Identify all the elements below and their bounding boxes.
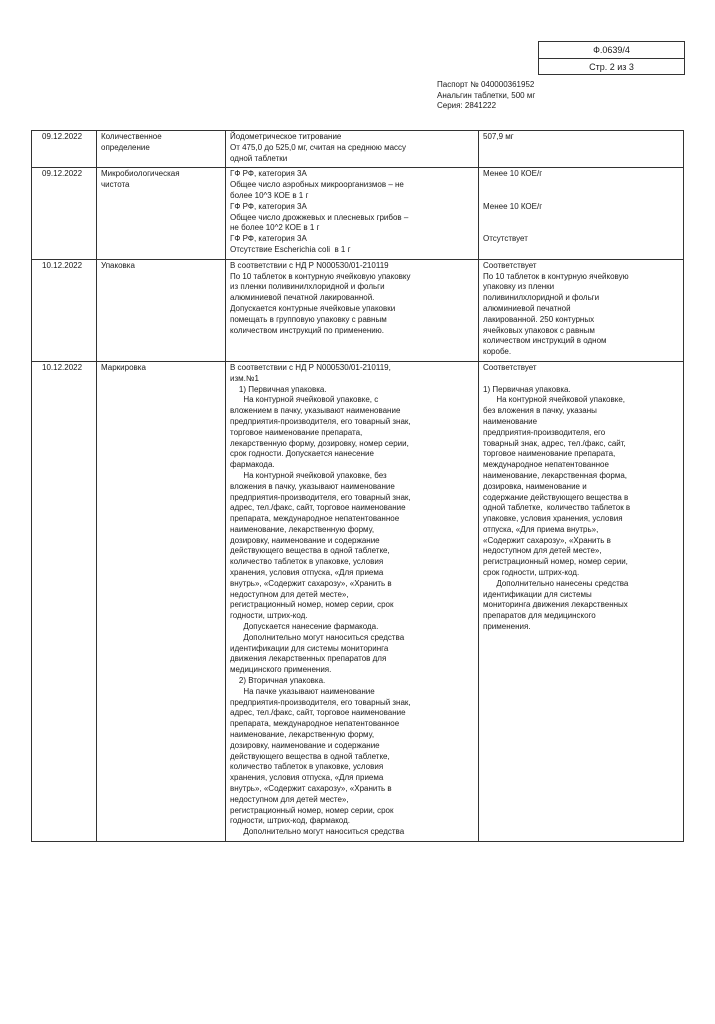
requirement-line: 2) Вторичная упаковка. (230, 676, 326, 686)
requirement-line: ГФ РФ, категория 3А (230, 169, 307, 179)
analysis-table (31, 130, 684, 842)
result-line (483, 213, 679, 224)
requirement-line: наименование, лекарственную форму, (230, 524, 375, 534)
requirement-line: Допускается нанесение фармакода. (230, 622, 379, 632)
requirement-cell (226, 168, 479, 259)
requirement-line: В соответствии с НД Р N000530/01-210119 (230, 260, 389, 270)
result-line: лакированной. 250 контурных (483, 314, 595, 324)
requirement-line: недоступном для детей месте», (230, 589, 349, 599)
result-line: Соответствует (483, 260, 537, 270)
date-cell (32, 361, 97, 841)
requirement-line: внутрь», «Содержит сахарозу», «Хранить в (230, 784, 392, 794)
result-line: По 10 таблеток в контурную ячейковую (483, 271, 629, 281)
table-row (32, 361, 684, 841)
test-cell (97, 361, 226, 841)
result-line: торговое наименование препарата, (483, 449, 616, 459)
date-cell (32, 259, 97, 361)
requirement-line: торговое наименование препарата, (230, 427, 363, 437)
result-line: Менее 10 КОЕ/г (483, 169, 543, 179)
requirement-line: фармакода. (230, 460, 275, 470)
result-line: наименование, лекарственная форма, (483, 470, 627, 480)
requirement-line: наименование, лекарственную форму, (230, 730, 375, 740)
product-name: Анальгин таблетки, 500 мг (437, 90, 536, 100)
result-cell (479, 361, 684, 841)
requirement-line: лекарственную форму, дозировку, номер серии, (230, 438, 409, 448)
requirement-line: количество таблеток в упаковке, условия (230, 762, 384, 772)
test-line: чистота (101, 180, 130, 190)
table-row (32, 131, 684, 168)
requirement-line: действующего вещества в одной таблетке, (230, 546, 390, 556)
result-line: Соответствует (483, 362, 537, 372)
result-cell (479, 168, 684, 259)
requirement-line: внутрь», «Содержит сахарозу», «Хранить в (230, 578, 392, 588)
result-line: ячейковых упаковок с равным (483, 325, 595, 335)
requirement-line: дозировку, наименование и содержание (230, 740, 380, 750)
result-line: наименование (483, 416, 538, 426)
result-line: применения. (483, 622, 531, 632)
passport-info (437, 80, 535, 112)
requirement-line: медицинского применения. (230, 665, 332, 675)
result-line: международное непатентованное (483, 460, 609, 470)
requirement-line: регистрационный номер, номер серии, срок (230, 600, 394, 610)
requirement-line: одной таблетки (230, 153, 288, 163)
requirement-line: 1) Первичная упаковка. (230, 384, 327, 394)
test-cell (97, 168, 226, 259)
requirement-line: более 10^3 КОЕ в 1 г (230, 190, 309, 200)
requirement-line: адрес, тел./факс, сайт, торговое наименование (230, 503, 406, 513)
requirement-line: Дополнительно могут наноситься средства (230, 632, 405, 642)
date-text: 09.12.2022 (42, 169, 83, 179)
result-line: На контурной ячейковой упаковке, (483, 395, 626, 405)
result-line: поливинилхлоридной и фольги (483, 293, 600, 303)
requirement-line: годности, штрих-код. (230, 611, 308, 621)
passport-number: Паспорт № 040000361952 (437, 80, 535, 89)
date-text: 09.12.2022 (42, 132, 83, 141)
requirement-line: ГФ РФ, категория 3А (230, 234, 307, 244)
result-line: упаковке, условия хранения, условия (483, 514, 623, 524)
result-cell (479, 259, 684, 361)
result-line: упаковку из пленки (483, 282, 555, 292)
date-cell (32, 131, 97, 168)
requirement-cell (226, 131, 479, 168)
test-line: Маркировка (101, 362, 146, 372)
result-line: мониторинга движения лекарственных (483, 600, 628, 610)
requirement-line: Общее число аэробных микроорганизмов – не (230, 180, 404, 190)
test-line: Микробиологическая (101, 169, 180, 179)
result-line: содержание действующего вещества в (483, 492, 629, 502)
result-line: препаратов для медицинского (483, 611, 596, 621)
requirement-line: В соответствии с НД Р N000530/01-210119, (230, 362, 391, 372)
result-line: Менее 10 КОЕ/г (483, 201, 543, 211)
result-line: предприятия-производителя, его (483, 427, 606, 437)
requirement-line: На контурной ячейковой упаковке, с (230, 395, 379, 405)
requirement-line: срок годности. Допускается нанесение (230, 449, 374, 459)
date-text: 10.12.2022 (42, 362, 83, 372)
requirement-line: По 10 таблеток в контурную ячейковую упаковку (230, 271, 411, 281)
requirement-line: не более 10^2 КОЕ в 1 г (230, 223, 320, 233)
test-cell (97, 259, 226, 361)
series-number: Серия: 2841222 (437, 101, 497, 110)
requirement-line: вложения в пачку, указывают наименование (230, 481, 395, 491)
requirement-cell (226, 259, 479, 361)
requirement-line: вложением в пачку, указывают наименование (230, 406, 401, 416)
requirement-line: действующего вещества в одной таблетке, (230, 751, 390, 761)
requirement-line: предприятия-производителя, его товарный знак, (230, 416, 411, 426)
result-line: срок годности, штрих-код. (483, 568, 580, 578)
requirement-line: недоступном для детей месте», (230, 794, 349, 804)
result-line: регистрационный номер, номер серии, (483, 557, 628, 567)
result-line: товарный знак, адрес, тел./факс, сайт, (483, 438, 626, 448)
requirement-line: алюминиевой печатной лакированной. (230, 293, 375, 303)
page-number: Стр. 2 из 3 (589, 62, 634, 72)
date-text: 10.12.2022 (42, 260, 83, 270)
result-line: одной таблетке, количество таблеток в (483, 503, 631, 513)
table-row (32, 168, 684, 259)
requirement-line: помещать в групповую упаковку с равным (230, 314, 387, 324)
requirement-line: адрес, тел./факс, сайт, торговое наименование (230, 708, 406, 718)
requirement-line: предприятия-производителя, его товарный знак, (230, 492, 411, 502)
result-line: без вложения в пачку, указаны (483, 406, 597, 416)
requirement-line: хранения, условия отпуска, «Для приема (230, 568, 384, 578)
date-cell (32, 168, 97, 259)
result-line: Дополнительно нанесены средства (483, 578, 629, 588)
requirement-line: из пленки поливинилхлоридной и фольги (230, 282, 385, 292)
table-row (32, 259, 684, 361)
result-line: «Содержит сахарозу», «Хранить в (483, 535, 611, 545)
result-line (483, 180, 679, 191)
result-line: идентификации для системы (483, 589, 592, 599)
requirement-line: движения лекарственных препаратов для (230, 654, 387, 664)
requirement-line: препарата, международное непатентованное (230, 514, 400, 524)
requirement-line: Дополнительно могут наноситься средства (230, 827, 405, 837)
requirement-line: От 475,0 до 525,0 мг, считая на среднюю массу (230, 142, 407, 152)
test-cell (97, 131, 226, 168)
requirement-line: Общее число дрожжевых и плесневых грибов – (230, 212, 409, 222)
requirement-line: количество таблеток в упаковке, условия (230, 557, 384, 567)
result-line: недоступном для детей месте», (483, 546, 602, 556)
result-line (483, 374, 679, 385)
requirement-line: Допускается контурные ячейковые упаковки (230, 303, 396, 313)
requirement-line: препарата, международное непатентованное (230, 719, 400, 729)
result-line: Отсутствует (483, 234, 528, 244)
requirement-line: регистрационный номер, номер серии, срок (230, 805, 394, 815)
requirement-line: Йодометрическое титрование (230, 132, 342, 141)
form-code: Ф.0639/4 (539, 42, 684, 59)
requirement-cell (226, 361, 479, 841)
requirement-line: идентификации для системы мониторинга (230, 643, 389, 653)
requirement-line: предприятия-производителя, его товарный знак, (230, 697, 411, 707)
result-line: 1) Первичная упаковка. (483, 384, 571, 394)
result-line: дозировка, наименование и (483, 481, 587, 491)
result-line (483, 191, 679, 202)
result-line: отпуска, «Для приема внутрь», (483, 524, 599, 534)
test-line: Количественное (101, 132, 162, 141)
requirement-line: На контурной ячейковой упаковке, без (230, 470, 387, 480)
requirement-line: годности, штрих-код, фармакод. (230, 816, 350, 826)
requirement-line: изм.№1 (230, 373, 259, 383)
test-line: Упаковка (101, 260, 135, 270)
result-line: коробе. (483, 347, 512, 357)
result-line (483, 223, 679, 234)
requirement-line: количеством инструкций по применению. (230, 325, 384, 335)
requirement-line: Отсутствие Escherichia coli в 1 г (230, 244, 351, 254)
requirement-line: ГФ РФ, категория 3А (230, 201, 307, 211)
result-line: количеством инструкций в одном (483, 336, 607, 346)
requirement-line: хранения, условия отпуска, «Для приема (230, 773, 384, 783)
result-cell (479, 131, 684, 168)
result-line: 507,9 мг (483, 132, 514, 141)
form-code-box (538, 41, 685, 75)
test-line: определение (101, 142, 150, 152)
requirement-line: дозировку, наименование и содержание (230, 535, 380, 545)
requirement-line: На пачке указывают наименование (230, 686, 375, 696)
result-line: алюминиевой печатной (483, 303, 571, 313)
